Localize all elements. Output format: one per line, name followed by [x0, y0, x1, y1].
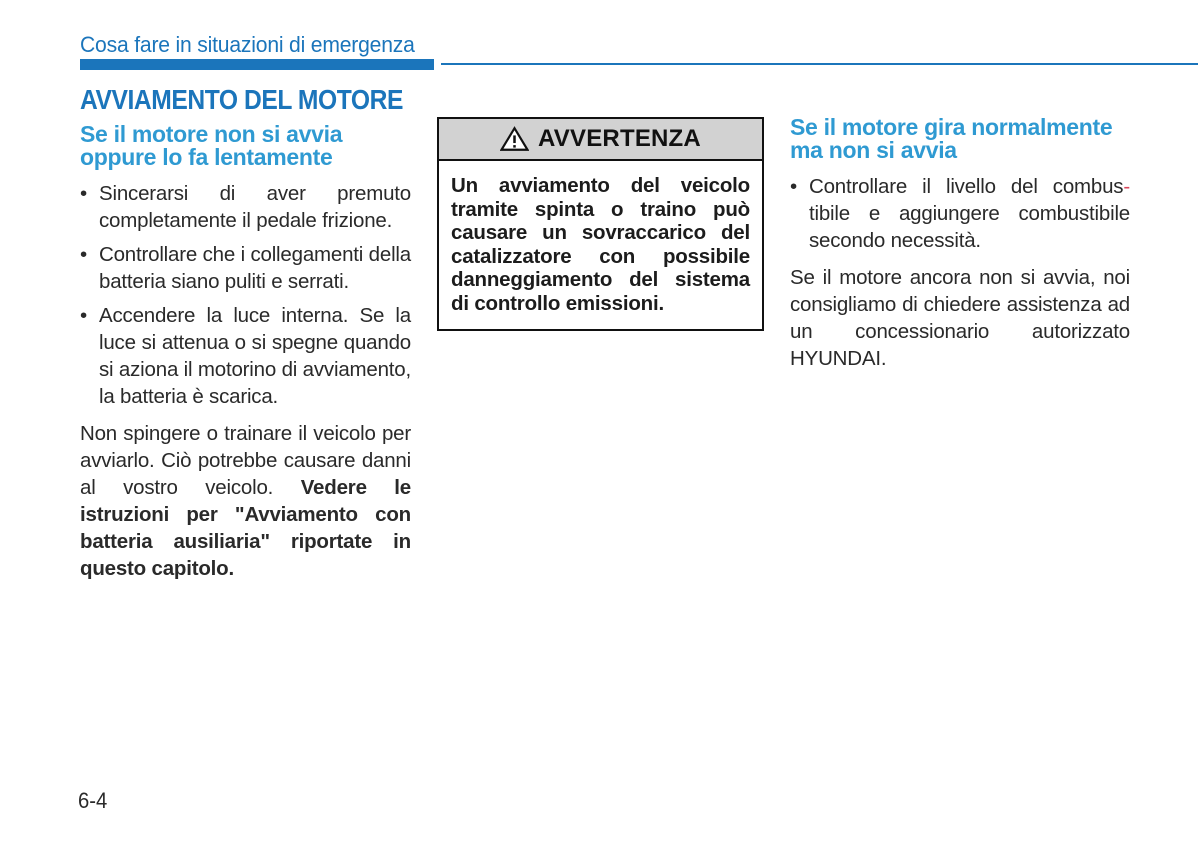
bullet-marker: •	[80, 304, 87, 327]
middle-column	[437, 117, 764, 331]
bullet-text: Controllare il livello del combus	[809, 175, 1124, 198]
warning-box-header	[439, 119, 762, 161]
bullet-text: Accendere la luce interna. Se la luce si attenua o si spegne quando si aziona il motorino di avviamento, la batteria è scarica.	[99, 304, 411, 408]
warning-title: AVVERTENZA	[538, 125, 701, 152]
bullet-text: tibile e aggiungere combustibile secondo necessità.	[809, 202, 1130, 252]
bullet-marker: •	[80, 182, 87, 205]
bullet-text: Controllare che i collegamenti della batteria siano puliti e serrati.	[99, 243, 411, 293]
list-item	[80, 302, 411, 410]
bullet-text: Sincerarsi di aver premuto completamente il pedale frizione.	[99, 182, 411, 232]
right-bullet-list	[790, 173, 1130, 254]
left-bullet-list	[80, 180, 411, 410]
page-number: 6-4	[78, 788, 108, 813]
paragraph-text: Non spingere o trainare il veicolo per avviarlo. Ciò potrebbe causare danni al vostro veicolo.	[80, 422, 411, 499]
list-item	[80, 241, 411, 295]
left-subheading: Se il motore non si avvia oppure lo fa lentamente	[80, 121, 343, 170]
right-subheading: Se il motore gira normalmente ma non si avvia	[790, 114, 1113, 163]
chapter-header: Cosa fare in situazioni di emergenza	[80, 32, 415, 57]
paragraph-bold-reference: Vedere le istruzioni per "Avviamento con batteria ausiliaria" riportate in questo capitolo.	[80, 476, 411, 580]
list-item	[80, 180, 411, 234]
warning-box	[437, 117, 764, 331]
warning-triangle-icon	[500, 126, 529, 152]
section-title: AVVIAMENTO DEL MOTORE	[80, 84, 403, 115]
right-column	[790, 116, 1130, 372]
list-item	[790, 173, 1130, 254]
chapter-header-rule	[441, 63, 1198, 65]
bullet-marker: •	[80, 243, 87, 266]
right-paragraph: Se il motore ancora non si avvia, noi consigliamo di chiedere assistenza ad un concessionario autorizzato HYUNDAI.	[790, 266, 1130, 370]
bullet-marker: •	[790, 175, 797, 198]
warning-body-text: Un avviamento del veicolo tramite spinta o traino può causare un sovraccarico del catalizzatore con possibile danneggiamento del sistema di controllo emissioni.	[451, 174, 750, 315]
hyphenation-mark: -	[1123, 175, 1130, 198]
left-paragraph	[80, 420, 411, 582]
chapter-header-bar	[80, 59, 434, 70]
left-column	[80, 84, 411, 582]
